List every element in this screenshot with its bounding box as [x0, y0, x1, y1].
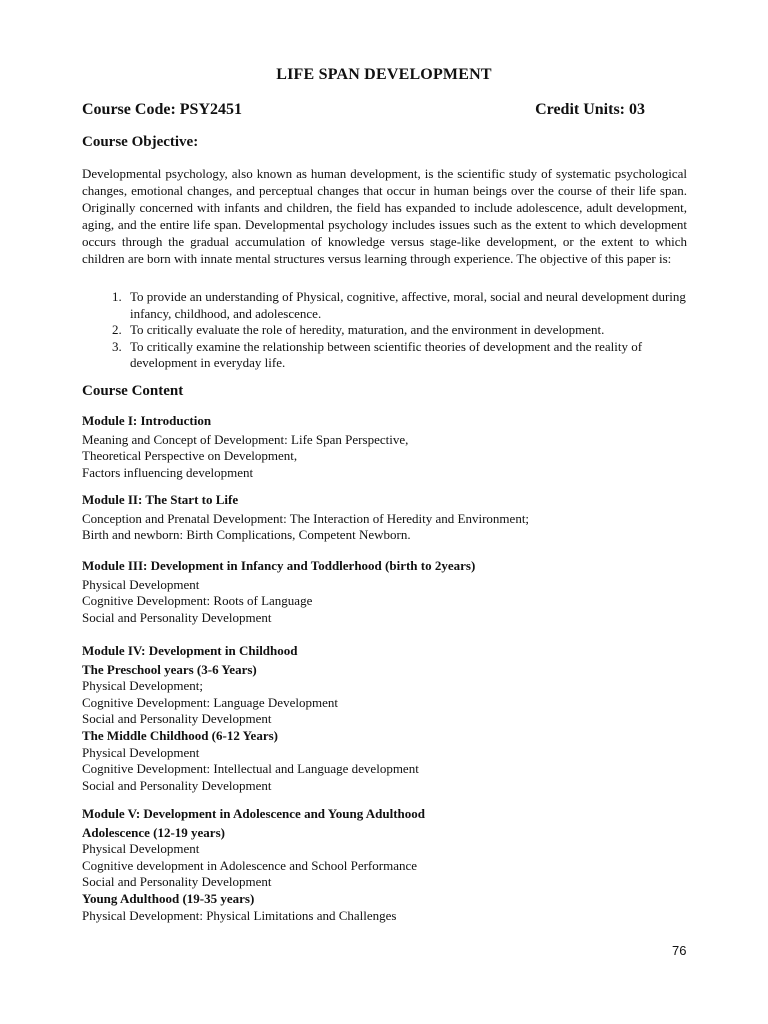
module-title: Module I: Introduction — [82, 413, 212, 428]
module-line: Cognitive Development: Language Development — [82, 694, 338, 710]
module-2 — [82, 492, 687, 544]
course-info-row — [82, 101, 687, 119]
module-subtitle: The Middle Childhood (6-12 Years) — [82, 727, 278, 743]
objective-number: 3. — [112, 338, 122, 354]
module-line: Social and Personality Development — [82, 777, 272, 793]
module-line: Conception and Prenatal Development: The Interaction of Heredity and Environment; — [82, 510, 530, 526]
module-title: Module IV: Development in Childhood — [82, 643, 298, 658]
objective-number: 1. — [112, 289, 122, 304]
objective-text: To provide an understanding of Physical, cognitive, affective, moral, social and neural development during infancy, childhood, and adolescence. — [130, 289, 686, 321]
objective-item — [82, 289, 687, 322]
objective-list — [82, 289, 687, 372]
module-line: Theoretical Perspective on Development, — [82, 448, 298, 464]
module-line: Social and Personality Development — [82, 609, 272, 625]
page-number: 76 — [672, 943, 687, 958]
module-line: Physical Development — [82, 744, 200, 760]
document-title: LIFE SPAN DEVELOPMENT — [276, 66, 492, 83]
credit-units: Credit Units: 03 — [535, 101, 645, 118]
module-line: Social and Personality Development — [82, 711, 272, 727]
module-line: Physical Development — [82, 576, 200, 592]
module-line: Social and Personality Development — [82, 874, 272, 890]
module-title: Module III: Development in Infancy and Toddlerhood (birth to 2years) — [82, 558, 476, 573]
module-line: Physical Development — [82, 841, 200, 857]
objective-item — [82, 322, 687, 339]
module-subtitle: Young Adulthood (19-35 years) — [82, 890, 255, 906]
objective-text: To critically evaluate the role of heredity, maturation, and the environment in development. — [130, 322, 605, 337]
module-title: Module II: The Start to Life — [82, 492, 239, 507]
module-subtitle: The Preschool years (3-6 Years) — [82, 661, 257, 677]
course-code: Course Code: PSY2451 — [82, 101, 242, 118]
objective-number: 2. — [112, 322, 122, 337]
module-line: Physical Development: Physical Limitations and Challenges — [82, 907, 397, 923]
module-line: Cognitive Development: Intellectual and Language development — [82, 761, 419, 777]
objective-text: To critically examine the relationship between scientific theories of development and the reality of development in everyday life. — [130, 338, 643, 370]
module-line: Physical Development; — [82, 678, 203, 694]
module-line: Birth and newborn: Birth Complications, Competent Newborn. — [82, 527, 411, 543]
objective-paragraph: Developmental psychology, also known as human development, is the scientific study of systematic psychological changes, emotional changes, and perceptual changes that occur in human beings over the course of their life span. Originally concerned with infants and children, the field has expanded to include adolescence, adult development, aging, and the entire life span. Developmental psychology includes issues such as the extent to which development occurs through the gradual accumulation of knowledge versus stage-like development, or the extent to which children are born with innate mental structures versus learning through experience. The objective of this paper is: — [82, 166, 687, 266]
module-line: Factors influencing development — [82, 464, 254, 480]
module-3 — [82, 558, 687, 626]
module-5 — [82, 806, 687, 924]
objective-heading: Course Objective: — [82, 134, 199, 150]
module-line: Cognitive development in Adolescence and School Performance — [82, 857, 418, 873]
objective-item — [82, 339, 687, 372]
course-content-heading: Course Content — [82, 383, 184, 399]
module-4 — [82, 643, 687, 794]
module-subtitle: Adolescence (12-19 years) — [82, 824, 225, 840]
module-title: Module V: Development in Adolescence and Young Adulthood — [82, 806, 425, 821]
module-line: Cognitive Development: Roots of Language — [82, 593, 313, 609]
module-1 — [82, 413, 687, 481]
module-line: Meaning and Concept of Development: Life Span Perspective, — [82, 431, 409, 447]
